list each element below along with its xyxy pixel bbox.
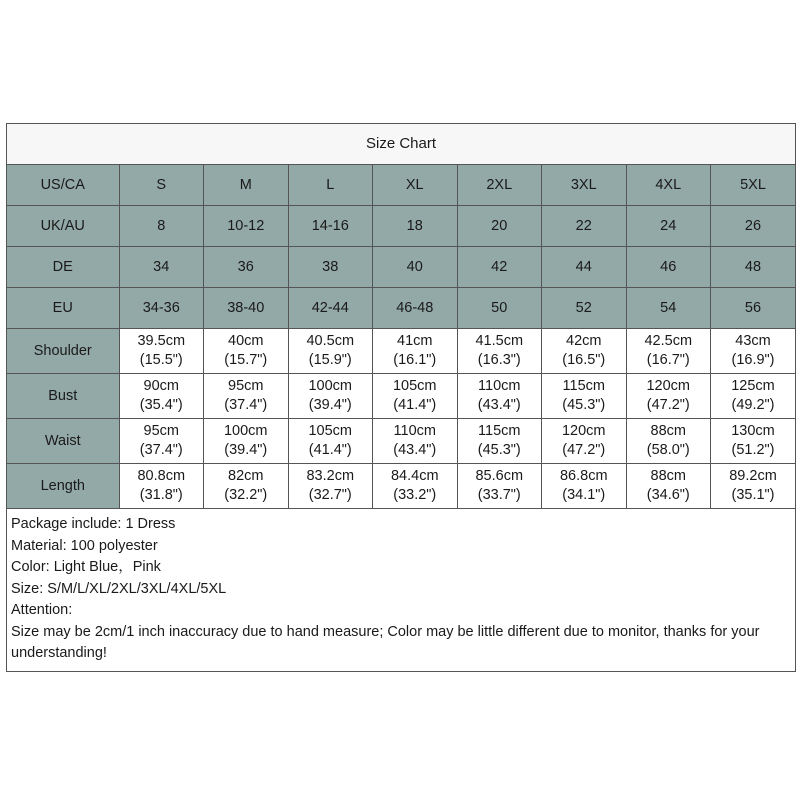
measure-cell	[373, 329, 458, 374]
inch-value: (16.3")	[477, 352, 521, 368]
inch-value: (37.4")	[139, 442, 183, 458]
cm-value: 95cm	[228, 378, 264, 394]
inch-value: (43.4")	[477, 397, 521, 413]
region-row	[7, 247, 795, 288]
measure-cell	[542, 419, 627, 464]
row-label: EU	[7, 288, 119, 329]
cm-value: 110cm	[478, 378, 521, 394]
table-cell: 8	[119, 206, 204, 247]
inch-value: (45.3")	[477, 442, 521, 458]
table-cell: 3XL	[542, 165, 627, 206]
cm-value: 88cm	[650, 423, 686, 439]
table-cell: 44	[542, 247, 627, 288]
measure-cell	[711, 329, 796, 374]
table-cell: 46-48	[373, 288, 458, 329]
table-cell: 38	[288, 247, 373, 288]
note-line: Size: S/M/L/XL/2XL/3XL/4XL/5XL	[11, 580, 227, 597]
cm-value: 89.2cm	[729, 468, 777, 484]
table-cell: 38-40	[204, 288, 289, 329]
table-cell: M	[204, 165, 289, 206]
measure-row	[7, 329, 795, 374]
cm-value: 41.5cm	[475, 333, 524, 349]
measure-cell	[288, 464, 373, 509]
chart-title: Size Chart	[7, 124, 795, 165]
measure-cell	[204, 419, 289, 464]
cm-value: 90cm	[143, 378, 179, 394]
cm-value: 105cm	[392, 378, 437, 394]
measure-cell	[288, 374, 373, 419]
region-row	[7, 288, 795, 329]
table-cell: 50	[457, 288, 542, 329]
measure-cell	[119, 464, 204, 509]
measure-cell	[542, 464, 627, 509]
cm-value: 85.6cm	[475, 468, 524, 484]
cm-value: 115cm	[562, 378, 605, 394]
row-label: Waist	[7, 419, 119, 464]
inch-value: (15.9")	[308, 352, 352, 368]
inch-value: (51.2")	[731, 442, 775, 458]
inch-value: (34.1")	[562, 487, 606, 503]
inch-value: (35.4")	[139, 397, 183, 413]
measure-cell	[373, 374, 458, 419]
cm-value: 115cm	[478, 423, 521, 439]
inch-value: (32.2")	[224, 487, 268, 503]
inch-value: (16.9")	[731, 352, 775, 368]
table-cell: 42	[457, 247, 542, 288]
measure-cell	[457, 419, 542, 464]
cm-value: 40.5cm	[306, 333, 355, 349]
inch-value: (35.1")	[731, 487, 775, 503]
table-cell: 56	[711, 288, 796, 329]
table-cell: 22	[542, 206, 627, 247]
table-cell: 54	[626, 288, 711, 329]
inch-value: (16.5")	[562, 352, 606, 368]
region-row	[7, 165, 795, 206]
note-line: Size may be 2cm/1 inch inaccuracy due to hand measure; Color may be little different due to monitor, thanks for your understanding!	[11, 623, 760, 661]
table-cell: 24	[626, 206, 711, 247]
cm-value: 120cm	[646, 378, 691, 394]
measure-row	[7, 419, 795, 464]
cm-value: 95cm	[143, 423, 179, 439]
cm-value: 120cm	[561, 423, 606, 439]
cm-value: 105cm	[308, 423, 353, 439]
measure-cell	[542, 329, 627, 374]
table-cell: 52	[542, 288, 627, 329]
inch-value: (41.4")	[393, 397, 437, 413]
inch-value: (39.4")	[224, 442, 268, 458]
inch-value: (49.2")	[731, 397, 775, 413]
measure-cell	[711, 419, 796, 464]
measure-cell	[204, 329, 289, 374]
cm-value: 41cm	[397, 333, 433, 349]
inch-value: (33.2")	[393, 487, 437, 503]
note-line: Material: 100 polyester	[11, 537, 158, 554]
measure-cell	[119, 329, 204, 374]
measure-cell	[288, 419, 373, 464]
cm-value: 42.5cm	[644, 333, 693, 349]
row-label: DE	[7, 247, 119, 288]
inch-value: (15.5")	[139, 352, 183, 368]
measure-cell	[626, 464, 711, 509]
cm-value: 130cm	[731, 423, 775, 439]
table-cell: 26	[711, 206, 796, 247]
table-cell: 36	[204, 247, 289, 288]
table-cell: 42-44	[288, 288, 373, 329]
measure-cell	[204, 374, 289, 419]
inch-value: (39.4")	[308, 397, 352, 413]
measure-cell	[711, 374, 796, 419]
inch-value: (41.4")	[308, 442, 352, 458]
measure-cell	[373, 464, 458, 509]
measure-cell	[711, 464, 796, 509]
inch-value: (16.1")	[393, 352, 437, 368]
notes-section	[7, 508, 795, 671]
note-line: Package include: 1 Dress	[11, 516, 176, 532]
measure-cell	[119, 419, 204, 464]
measure-cell	[119, 374, 204, 419]
cm-value: 42cm	[566, 333, 602, 349]
inch-value: (47.2")	[646, 397, 690, 413]
table-cell: L	[288, 165, 373, 206]
table-cell: XL	[373, 165, 458, 206]
row-label: US/CA	[7, 165, 119, 206]
measure-cell	[626, 329, 711, 374]
note-line: Color: Light Blue，Pink	[11, 559, 161, 575]
inch-value: (34.6")	[646, 487, 690, 503]
inch-value: (16.7")	[646, 352, 690, 368]
inch-value: (58.0")	[646, 442, 690, 458]
table-cell: 34-36	[119, 288, 204, 329]
inch-value: (31.8")	[139, 487, 183, 503]
measure-cell	[542, 374, 627, 419]
measure-row	[7, 464, 795, 509]
table-cell: S	[119, 165, 204, 206]
measure-cell	[373, 419, 458, 464]
table-cell: 48	[711, 247, 796, 288]
table-cell: 14-16	[288, 206, 373, 247]
measure-cell	[288, 329, 373, 374]
inch-value: (47.2")	[562, 442, 606, 458]
table-cell: 5XL	[711, 165, 796, 206]
table-cell: 40	[373, 247, 458, 288]
table-cell: 10-12	[204, 206, 289, 247]
row-label: UK/AU	[7, 206, 119, 247]
cm-value: 80.8cm	[137, 468, 186, 484]
table-cell: 34	[119, 247, 204, 288]
row-label: Bust	[7, 374, 119, 419]
cm-value: 43cm	[735, 333, 771, 349]
measure-cell	[204, 464, 289, 509]
row-label: Length	[7, 464, 119, 509]
table-cell: 18	[373, 206, 458, 247]
cm-value: 110cm	[393, 423, 436, 439]
table-cell: 2XL	[457, 165, 542, 206]
table-cell: 4XL	[626, 165, 711, 206]
measure-cell	[457, 329, 542, 374]
size-chart	[6, 123, 796, 672]
inch-value: (33.7")	[477, 487, 521, 503]
inch-value: (15.7")	[224, 352, 268, 368]
inch-value: (45.3")	[562, 397, 606, 413]
measure-cell	[457, 464, 542, 509]
inch-value: (32.7")	[308, 487, 352, 503]
table-cell: 46	[626, 247, 711, 288]
inch-value: (37.4")	[224, 397, 268, 413]
cm-value: 100cm	[223, 423, 268, 439]
measure-cell	[457, 374, 542, 419]
size-table	[7, 165, 795, 508]
cm-value: 100cm	[308, 378, 353, 394]
measure-row	[7, 374, 795, 419]
cm-value: 40cm	[228, 333, 264, 349]
cm-value: 88cm	[650, 468, 686, 484]
inch-value: (43.4")	[393, 442, 437, 458]
cm-value: 83.2cm	[306, 468, 355, 484]
cm-value: 125cm	[731, 378, 775, 394]
table-cell: 20	[457, 206, 542, 247]
note-line: Attention:	[11, 602, 73, 618]
cm-value: 84.4cm	[390, 468, 439, 484]
measure-cell	[626, 419, 711, 464]
cm-value: 39.5cm	[137, 333, 186, 349]
cm-value: 86.8cm	[559, 468, 608, 484]
region-row	[7, 206, 795, 247]
row-label: Shoulder	[7, 329, 119, 374]
measure-cell	[626, 374, 711, 419]
cm-value: 82cm	[228, 468, 264, 484]
